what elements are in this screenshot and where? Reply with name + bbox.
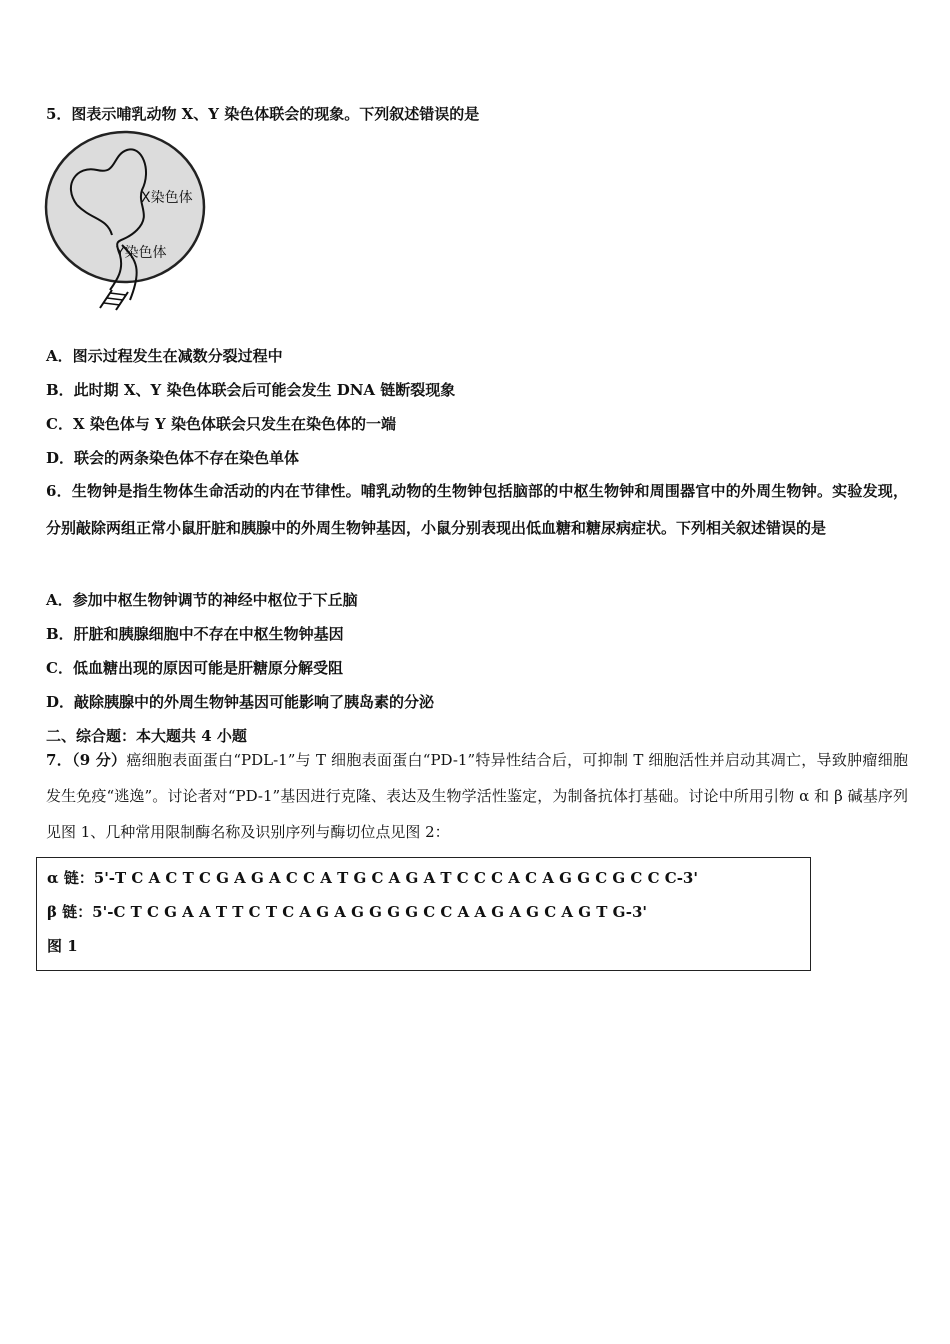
q7-number: 7．（9 分） — [46, 751, 127, 769]
alpha-primer: α 链：5'-T C A C T C G A G A C C A T G C A G A T C C C A C A G G C G C C C-3' — [47, 869, 698, 887]
xy-chromosome-synapsis-figure — [42, 130, 212, 312]
q5-option-b: B．此时期 X、Y 染色体联会后可能会发生 DNA 链断裂现象 — [46, 381, 456, 399]
q5-option-a: A．图示过程发生在减数分裂过程中 — [46, 347, 283, 365]
q6-option-a: A．参加中枢生物钟调节的神经中枢位于下丘脑 — [46, 591, 358, 609]
y-chromosome-label: Y染色体 — [116, 245, 167, 261]
x-chromosome-label: X染色体 — [141, 190, 193, 206]
q5-option-c: C．X 染色体与 Y 染色体联会只发生在染色体的一端 — [46, 415, 396, 433]
section-heading: 二、综合题：本大题共 4 小题 — [46, 727, 247, 745]
q7-stem: 癌细胞表面蛋白“PDL-1”与 T 细胞表面蛋白“PD-1”特异性结合后，可抑制 T 细胞活性并启动其凋亡，导致肿瘤细胞发生免疫“逃逸”。讨论者对“PD-1”基因进行克隆、表达及生物学活性鉴定，为制备抗体打基础。讨论中所用引物 α 和 β 碱基序列见图 1、几种常用限制酶名称及识别序列与酶切位点见图 2： — [46, 751, 908, 841]
q7-stem-block — [46, 742, 908, 850]
figure-1-box — [36, 857, 811, 971]
q5-option-d: D．联会的两条染色体不存在染色单体 — [46, 449, 300, 467]
q6-option-d: D．敲除胰腺中的外周生物钟基因可能影响了胰岛素的分泌 — [46, 693, 435, 711]
figure-1-caption: 图 1 — [47, 937, 78, 955]
q6-stem: 6．生物钟是指生物体生命活动的内在节律性。哺乳动物的生物钟包括脑部的中枢生物钟和周围器官中的外周生物钟。实验发现，分别敲除两组正常小鼠肝脏和胰腺中的外周生物钟基因，小鼠分别表现出低血糖和糖尿病症状。下列相关叙述错误的是 — [46, 482, 908, 537]
q5-stem: 5．图表示哺乳动物 X、Y 染色体联会的现象。下列叙述错误的是 — [46, 105, 480, 123]
beta-primer: β 链：5'-C T C G A A T T C T C A G A G G G G C C A A G A G C A G T G-3' — [47, 903, 648, 921]
q6-option-b: B．肝脏和胰腺细胞中不存在中枢生物钟基因 — [46, 625, 344, 643]
q6-option-c: C．低血糖出现的原因可能是肝糖原分解受阻 — [46, 659, 343, 677]
